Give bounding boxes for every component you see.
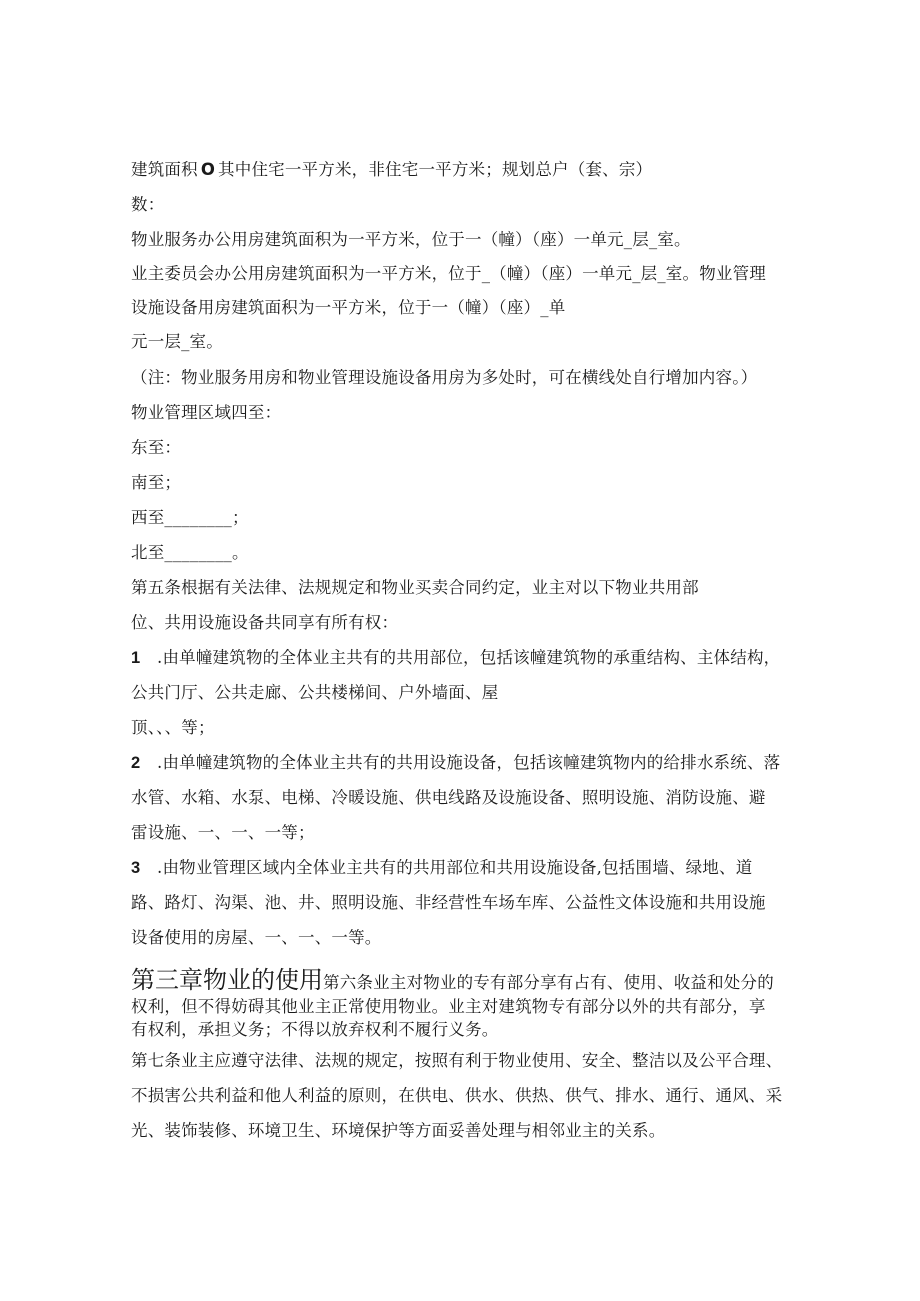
paragraph-line: 业主委员会办公用房建筑面积为一平方米，位于_（幢）（座）一单元_层_室。物业管理 — [131, 264, 766, 283]
paragraph-line: 雷设施、一、一、一等； — [131, 823, 315, 842]
chapter-title: 第三章物业的使用 — [131, 966, 323, 994]
text-segment: 第六条业主对物业的专有部分享有占有、使用、收益和处分的 — [323, 973, 774, 992]
paragraph-line: 元一层_室。 — [131, 332, 223, 351]
boundary-east: 东至： — [131, 438, 182, 457]
list-item-3 — [131, 857, 752, 879]
boundary-west: 西至________； — [131, 508, 249, 527]
building-area-line — [131, 159, 652, 181]
text-segment: .由物业管理区域内全体业主共有的共用部位和共用设施设备,包括围墙、绿地、道 — [157, 858, 753, 877]
paragraph-line: 公共门厅、公共走廊、公共楼梯间、户外墙面、屋 — [131, 683, 499, 702]
list-item-1 — [131, 647, 780, 669]
text-segment: .由单幢建筑物的全体业主共有的共用设施设备，包括该幢建筑物内的给排水系统、落 — [157, 753, 781, 772]
list-number: 3 — [131, 859, 141, 877]
article-five: 第五条根据有关法律、法规规定和物业买卖合同约定，业主对以下物业共用部 — [131, 578, 699, 597]
boundary-south: 南至； — [131, 473, 182, 492]
paragraph-line: 有权利，承担义务；不得以放弃权利不履行义务。 — [131, 1020, 499, 1039]
paragraph-line: 光、装饰装修、环境卫生、环境保护等方面妥善处理与相邻业主的关系。 — [131, 1121, 666, 1140]
list-item-2 — [131, 752, 780, 774]
paragraph-line: 位、共用设施设备共同享有所有权： — [131, 613, 399, 632]
paragraph-line: 数： — [131, 195, 165, 214]
paragraph-line: 路、路灯、沟渠、池、井、照明设施、非经营性车场车库、公益性文体设施和共用设施 — [131, 893, 766, 912]
paragraph-line: 不损害公共利益和他人利益的原则，在供电、供水、供热、供气、排水、通行、通风、采 — [131, 1086, 783, 1105]
note-line: （注：物业服务用房和物业管理设施设备用房为多处时，可在横线处自行增加内容。） — [131, 368, 758, 387]
boundary-north: 北至________。 — [131, 543, 249, 562]
paragraph-line: 水管、水箱、水泵、电梯、冷暖设施、供电线路及设施设备、照明设施、消防设施、避 — [131, 788, 766, 807]
article-seven: 第七条业主应遵守法律、法规的规定，按照有利于物业使用、安全、整洁以及公平合理、 — [131, 1051, 783, 1070]
paragraph-line: 权利，但不得妨碍其他业主正常使用物业。业主对建筑物专有部分以外的共有部分，享 — [131, 997, 766, 1016]
text-segment: .由单幢建筑物的全体业主共有的共用部位，包括该幢建筑物的承重结构、主体结构， — [157, 648, 781, 667]
list-number: 1 — [131, 649, 141, 667]
paragraph-line: 顶、、、等； — [131, 718, 215, 737]
text-segment: 建筑面积 — [131, 160, 198, 179]
text-segment: 其中住宅一平方米，非住宅一平方米；规划总户（套、宗） — [218, 160, 653, 179]
list-number: 2 — [131, 754, 141, 772]
text-segment: O — [200, 160, 216, 179]
paragraph-line: 设备使用的房屋、一、一、一等。 — [131, 928, 382, 947]
paragraph-line: 设施设备用房建筑面积为一平方米，位于一（幢）（座）_单 — [131, 298, 566, 317]
chapter-line — [131, 966, 774, 997]
paragraph-line: 物业服务办公用房建筑面积为一平方米，位于一（幢）（座）一单元_层_室。 — [131, 230, 691, 249]
section-heading: 物业管理区域四至： — [131, 403, 282, 422]
